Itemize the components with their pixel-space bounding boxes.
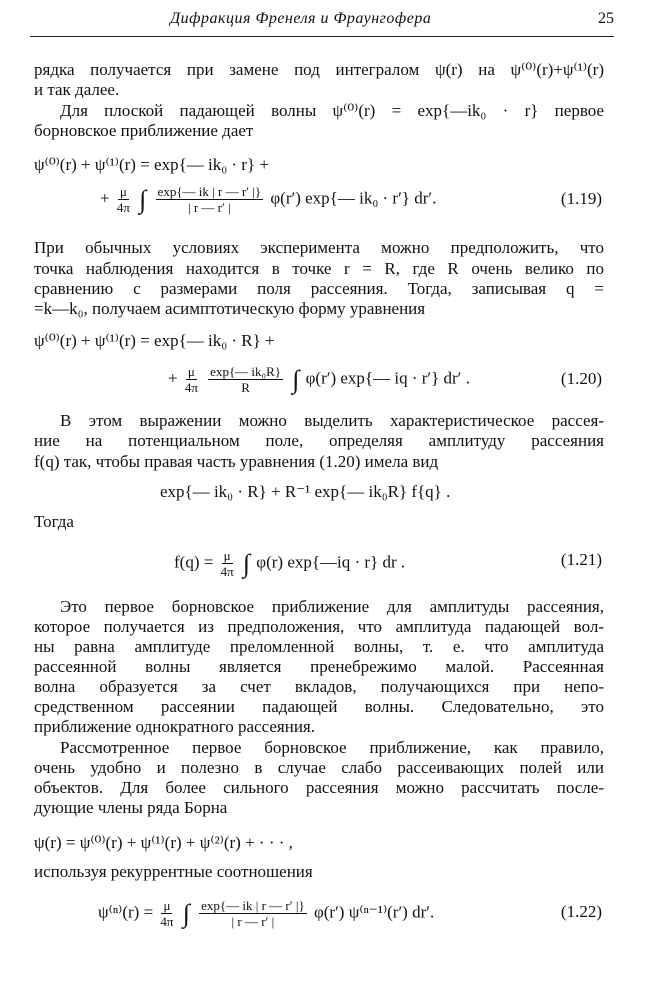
- fraction: [208, 364, 283, 395]
- text-line: рядка получается при замене под интегралом ψ(r) на ψ⁽⁰⁾(r)+ψ⁽¹⁾(r): [34, 60, 604, 79]
- numerator: exp{— ik₀R}: [210, 364, 281, 379]
- numerator: exp{— ik | r — r′ |}: [157, 184, 262, 199]
- text-line: Это первое борновское приближение для амплитуды рассеяния,: [60, 597, 604, 616]
- denominator: 4π: [184, 380, 198, 395]
- equation-number: (1.20): [560, 369, 602, 388]
- text-line: В этом выражении можно выделить характеристическое рассея-: [60, 411, 604, 430]
- equation-1-20-line2: [168, 364, 470, 395]
- header-rule: [30, 36, 614, 37]
- eq-lhs: ψ⁽ⁿ⁾(r) =: [98, 902, 154, 922]
- numerator: exp{— ik | r — r′ |}: [201, 898, 305, 913]
- equation-1-20-line1: ψ⁽⁰⁾(r) + ψ⁽¹⁾(r) = exp{— ik₀ · R} +: [34, 331, 275, 350]
- denominator: | r — r′ |: [187, 200, 231, 215]
- denominator: 4π: [160, 914, 174, 929]
- text-line: очень удобно и полезно в случае слабо рассеивающих полей или: [34, 758, 604, 777]
- equation-amplitude-form: exp{— ik₀ · R} + R⁻¹ exp{— ik₀R} f{q} .: [160, 482, 451, 501]
- numerator: μ: [187, 364, 195, 379]
- text-line: сравнению с размерами поля рассеяния. Тогда, записывая q =: [34, 279, 604, 298]
- header-title: Дифракция Френеля и Фраунгофера: [170, 10, 432, 27]
- fraction: [199, 898, 307, 929]
- integral-sign: ∫: [292, 364, 300, 394]
- integral-sign: ∫: [139, 184, 147, 214]
- eq-tail: φ(r′) ψ⁽ⁿ⁻¹⁾(r′) dr′.: [313, 902, 435, 922]
- integral-sign: ∫: [242, 548, 251, 578]
- text-line: средственном рассеянии падающей волны. Следовательно, это: [34, 697, 604, 716]
- text-line: =k—k₀, получаем асимптотическую форму уравнения: [34, 299, 426, 318]
- equation-1-19-line1: ψ⁽⁰⁾(r) + ψ⁽¹⁾(r) = exp{— ik₀ · r} +: [34, 155, 269, 174]
- equation-1-21: [174, 548, 405, 579]
- denominator: R: [241, 380, 250, 395]
- text-line: и так далее.: [34, 80, 120, 99]
- text-line: объектов. Для более сильного рассеяния можно рассчитать после-: [34, 778, 604, 797]
- text-line: рассеянной волны является пренебрежимо малой. Рассеянная: [34, 657, 604, 676]
- text-line: приближение однократного рассеяния.: [34, 717, 315, 736]
- text-line: Тогда: [34, 512, 74, 531]
- eq-tail: φ(r) exp{—iq · r} dr .: [256, 552, 406, 572]
- eq-lhs: f(q) =: [174, 552, 214, 572]
- eq-prefix: +: [168, 368, 178, 388]
- fraction: [160, 898, 173, 929]
- text-line: f(q) так, чтобы правая часть уравнения (1.20) имела вид: [34, 452, 439, 471]
- equation-1-19-line2: [100, 184, 436, 215]
- denominator: 4π: [220, 564, 234, 579]
- eq-tail: φ(r′) exp{— ik₀ · r′} dr′.: [270, 188, 437, 208]
- text-line: которое получается из предположения, что амплитуда падающей вол-: [34, 617, 604, 636]
- eq-prefix: +: [100, 188, 110, 208]
- equation-number: (1.22): [560, 902, 602, 921]
- fraction: [221, 548, 234, 579]
- denominator: 4π: [116, 200, 130, 215]
- text-line: При обычных условиях эксперимента можно предположить, что: [34, 238, 604, 257]
- text-line: ние на потенциальном поле, определяя амплитуду рассеяния: [34, 431, 604, 450]
- text-line: Для плоской падающей волны ψ⁽⁰⁾(r) = exp{—ik₀ · r} первое: [60, 101, 604, 120]
- numerator: μ: [163, 898, 171, 913]
- equation-born-series: ψ(r) = ψ⁽⁰⁾(r) + ψ⁽¹⁾(r) + ψ⁽²⁾(r) + · · · ,: [34, 833, 293, 852]
- fraction: [156, 184, 264, 215]
- text-line: используя рекуррентные соотношения: [34, 862, 313, 881]
- fraction: [117, 184, 130, 215]
- text-line: Рассмотренное первое борновское приближение, как правило,: [60, 738, 604, 757]
- equation-number: (1.21): [560, 550, 602, 569]
- fraction: [185, 364, 198, 395]
- text-line: волна образуется за счет вкладов, получающихся при непо-: [34, 677, 604, 696]
- numerator: μ: [119, 184, 127, 199]
- eq-tail: φ(r′) exp{— iq · r′} dr′ .: [305, 368, 470, 388]
- text-line: дующие члены ряда Борна: [34, 798, 228, 817]
- text-line: точка наблюдения находится в точке r = R, где R очень велико по: [34, 259, 604, 278]
- numerator: μ: [223, 548, 231, 563]
- denominator: | r — r′ |: [231, 914, 275, 929]
- equation-number: (1.19): [560, 189, 602, 208]
- running-header: [30, 8, 614, 34]
- page-number: 25: [598, 10, 614, 27]
- integral-sign: ∫: [182, 898, 190, 928]
- text-line: борновское приближение дает: [34, 121, 254, 140]
- text-line: ны равна амплитуде преломленной волны, т. е. что амплитуда: [34, 637, 604, 656]
- equation-1-22: [98, 898, 434, 929]
